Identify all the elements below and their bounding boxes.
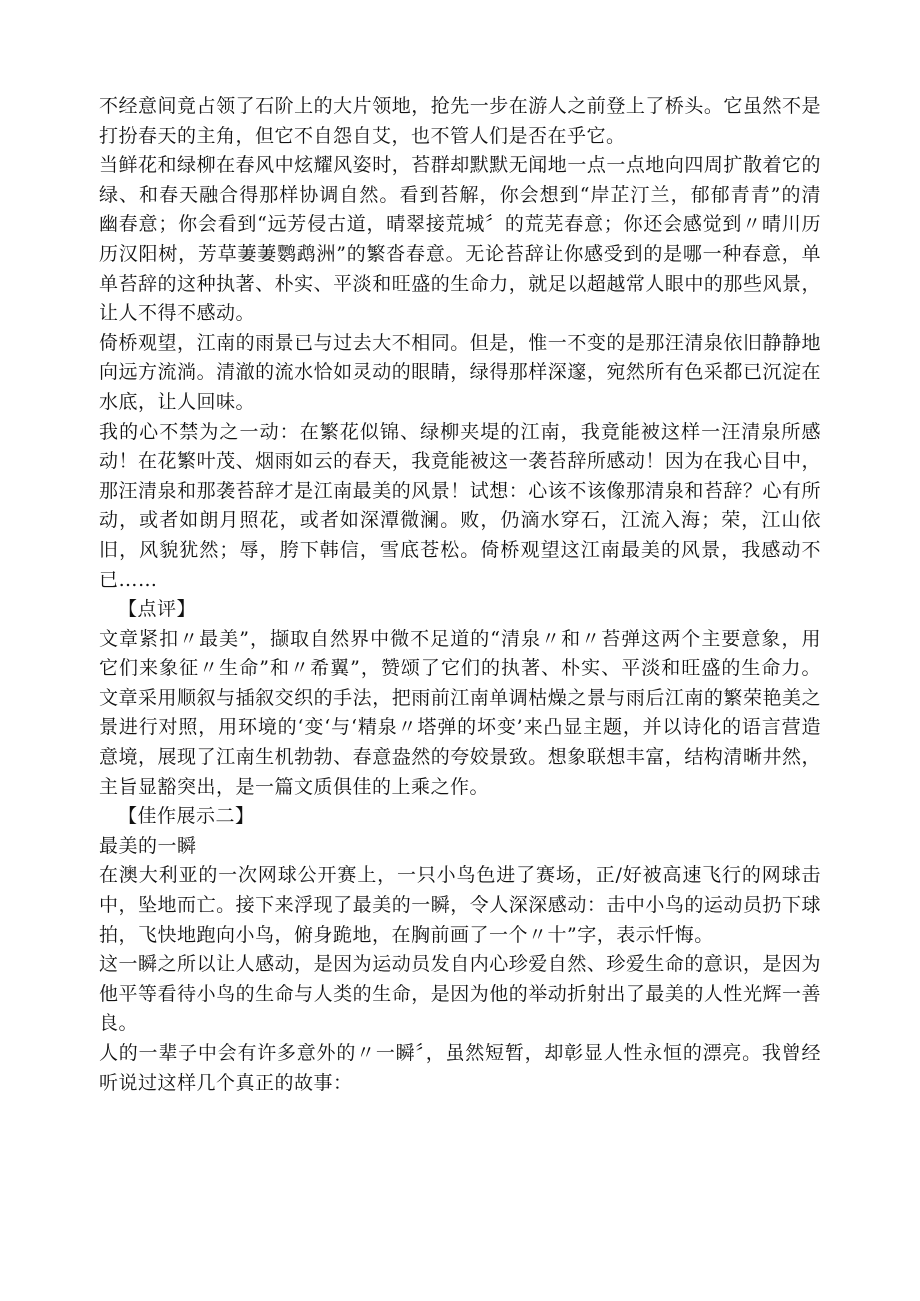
- showcase-heading: 【佳作展示二】: [118, 805, 255, 828]
- review-heading: 【点评】: [118, 598, 197, 621]
- review-text: 文章紧扣〃最美”，撷取自然界中微不足道的“清泉〃和〃苔弹这两个主要意象，用它们来象征〃生命”和〃希翼”，赞颂了它们的执著、朴实、平淡和旺盛的生命力。文章采用顺叙与插叙交织的手法，把雨前江南单调枯燥之景与雨后江南的繁荣艳美之景进行对照，用环境的‘变‘与‘精泉〃塔弹的坏变’来凸显主题，并以诗化的语言营造意境，展现了江南生机勃勃、春意盎然的夸姣景致。想象联想丰富，结构清晰井然，主旨显豁突出，是一篇文质俱佳的上乘之作。: [99, 627, 821, 798]
- paragraph-moss-spring: 当鲜花和绿柳在春风中炫耀风姿时，苔群却默默无闻地一点一点地向四周扩散着它的绿、和春天融合得那样协调自然。看到苔解，你会想到“岸芷汀兰，郁郁青青”的清幽春意；你会看到“远芳侵古道，晴翠接荒城〞的荒芜春意；你还会感觉到〃晴川历历汉阳树，芳草萋萋鹦鹉洲”的繁沓春意。无论苔辞让你感受到的是哪一种春意，单单苔辞的这种执著、朴实、平淡和旺盛的生命力，就足以超越常人眼中的那些风景，让人不得不感动。: [99, 154, 821, 325]
- paragraph-moss-intro: 不经意间竟占领了石阶上的大片领地，抢先一步在游人之前登上了桥头。它虽然不是打扮春天的主角，但它不自怨自艾，也不管人们是否在乎它。: [99, 95, 821, 147]
- paragraph-why-moving: 这一瞬之所以让人感动，是因为运动员发自内心珍爱自然、珍爱生命的意识，是因为他平等看待小鸟的生命与人类的生命，是因为他的举动折射出了最美的人性光辉一善良。: [99, 953, 821, 1035]
- paragraph-life-moments: 人的一辈子中会有许多意外的〃一瞬〞，虽然短暂，却彰显人性永恒的漂亮。我曾经听说过这样几个真正的故事：: [99, 1042, 821, 1094]
- paragraph-heart-moved: 我的心不禁为之一动：在繁花似锦、绿柳夹堤的江南，我竟能被这样一汪清泉所感动！在花繁叶茂、烟雨如云的春天，我竟能被这一袭苔辞所感动！因为在我心目中，那汪清泉和那袭苔辞才是江南最美的风景！试想：心该不该像那清泉和苔辞？心有所动，或者如朗月照花，或者如深潭微澜。败，仍滴水穿石，江流入海；荣，江山依旧，风貌犹然；辱，胯下韩信，雪底苍松。倚桥观望这江南最美的风景，我感动不已……: [99, 420, 821, 591]
- document-body: [99, 92, 821, 1098]
- paragraph-spring-view: 倚桥观望，江南的雨景已与过去大不相同。但是，惟一不变的是那汪清泉依旧静静地向远方流淌。清澈的流水恰如灵动的眼睛，绿得那样深邃，宛然所有色采都已沉淀在水底，让人回味。: [99, 331, 821, 413]
- paragraph-tennis-bird: 在澳大利亚的一次网球公开赛上，一只小鸟色进了赛场，正/好被高速飞行的网球击中，坠地而亡。接下来浮现了最美的一瞬，令人深深感动：击中小鸟的运动员扔下球拍，飞快地跑向小鸟，俯身跪地，在胸前画了一个〃十”字，表示忏悔。: [99, 864, 821, 946]
- essay-title: 最美的一瞬: [99, 834, 197, 857]
